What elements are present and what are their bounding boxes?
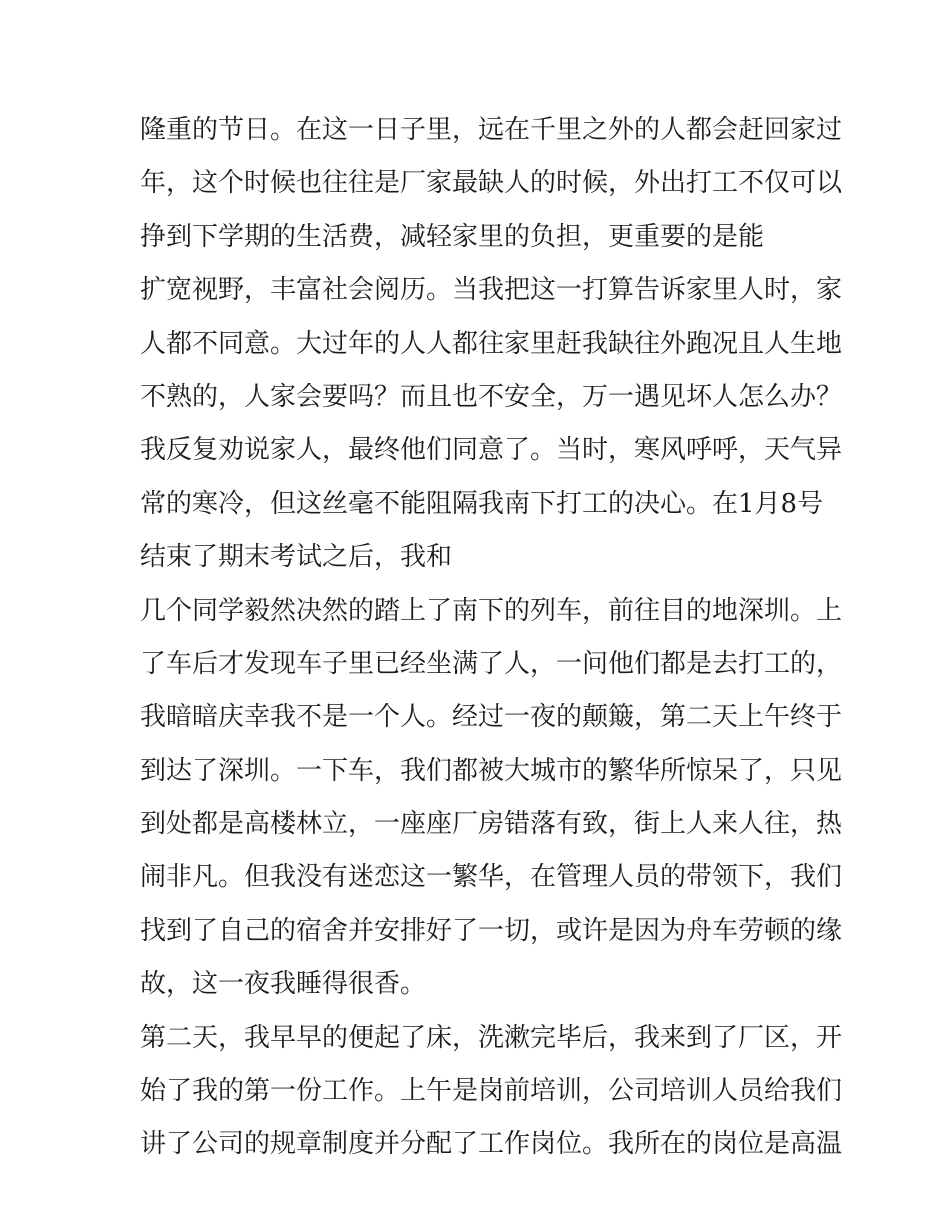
text-line: 我暗暗庆幸我不是一个人。经过一夜的颠簸，第二天上午终于 bbox=[140, 702, 843, 733]
text-line: 常的寒冷，但这丝毫不能阻隔我南下打工的决心。在1月8号 bbox=[140, 488, 824, 519]
text-line: 挣到下学期的生活费，减轻家里的负担，更重要的是能 bbox=[140, 221, 765, 252]
text-line: 不熟的，人家会要吗？而且也不安全，万一遇见坏人怎么办？ bbox=[140, 381, 843, 412]
text-line: 闹非凡。但我没有迷恋这一繁华，在管理人员的带领下，我们 bbox=[140, 862, 843, 893]
text-line: 我反复劝说家人，最终他们同意了。当时，寒风呼呼，天气异 bbox=[140, 435, 843, 466]
text-line: 找到了自己的宿舍并安排好了一切，或许是因为舟车劳顿的缘 bbox=[140, 915, 843, 946]
text-line: 年，这个时候也往往是厂家最缺人的时候，外出打工不仅可以 bbox=[140, 168, 843, 199]
text-line: 讲了公司的规章制度并分配了工作岗位。我所在的岗位是高温 bbox=[140, 1129, 843, 1160]
text-line: 扩宽视野，丰富社会阅历。当我把这一打算告诉家里人时，家 bbox=[140, 275, 843, 306]
text-line: 结束了期末考试之后，我和 bbox=[140, 542, 453, 573]
text-line: 故，这一夜我睡得很香。 bbox=[140, 969, 427, 1000]
text-line: 到达了深圳。一下车，我们都被大城市的繁华所惊呆了，只见 bbox=[140, 755, 843, 786]
text-line: 几个同学毅然决然的踏上了南下的列车，前往目的地深圳。上 bbox=[140, 595, 843, 626]
text-line: 始了我的第一份工作。上午是岗前培训，公司培训人员给我们 bbox=[140, 1076, 843, 1107]
text-line: 隆重的节日。在这一日子里，远在千里之外的人都会赶回家过 bbox=[140, 115, 843, 145]
document-body bbox=[140, 104, 843, 1172]
text-line: 人都不同意。大过年的人人都往家里赶我缺往外跑况且人生地 bbox=[140, 328, 843, 359]
text-line: 到处都是高楼林立，一座座厂房错落有致，街上人来人往，热 bbox=[140, 809, 843, 840]
text-line: 了车后才发现车子里已经坐满了人，一问他们都是去打工的， bbox=[140, 648, 843, 679]
text-line: 第二天，我早早的便起了床，洗漱完毕后，我来到了厂区，开 bbox=[140, 1022, 843, 1053]
